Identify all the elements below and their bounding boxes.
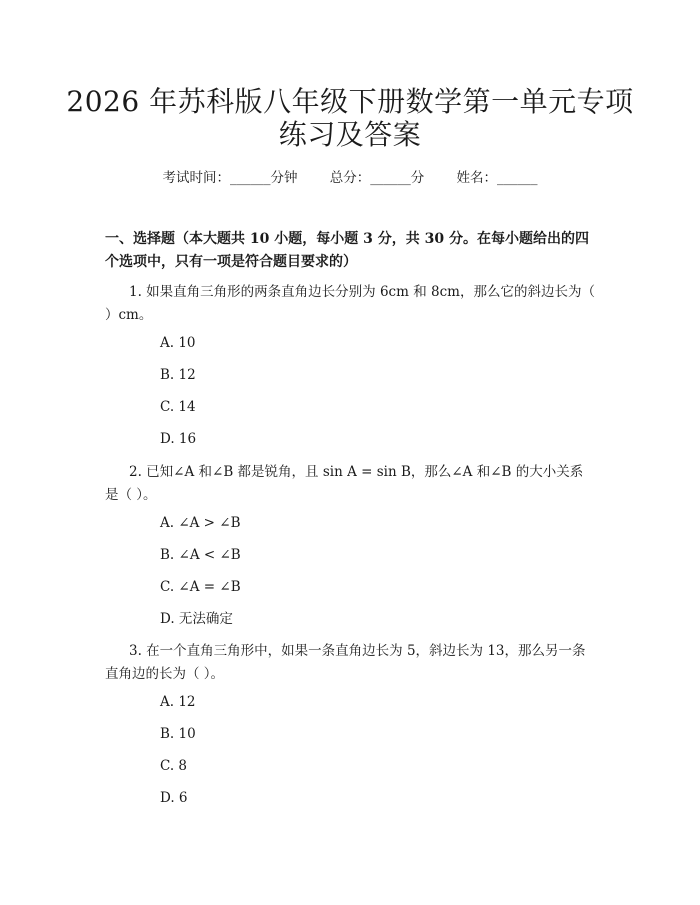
- exam-name: 姓名：______: [456, 170, 538, 186]
- question-3-stem: 3. 在一个直角三角形中，如果一条直角边长为 5，斜边长为 13，那么另一条直角边的长为（ ）。: [105, 643, 586, 682]
- question-1-option-a: A. 10: [160, 335, 196, 351]
- question-3-option-d: D. 6: [160, 790, 188, 806]
- section-heading: 一、选择题（本大题共 10 小题，每小题 3 分，共 30 分。在每小题给出的四个选项中，只有一项是符合题目要求的）: [105, 231, 589, 270]
- question-2-stem: 2. 已知∠A 和∠B 都是锐角，且 sin A = sin B，那么∠A 和∠B 的大小关系是（ ）。: [105, 464, 584, 503]
- question-2-option-b: B. ∠A < ∠B: [160, 547, 241, 563]
- exam-time: 考试时间：______分钟: [162, 170, 298, 186]
- question-2-option-d: D. 无法确定: [160, 611, 233, 627]
- question-3-option-c: C. 8: [160, 758, 188, 774]
- exam-score: 总分：______分: [329, 170, 425, 186]
- document-title-line2: 练习及答案: [278, 118, 422, 151]
- question-1-stem: 1. 如果直角三角形的两条直角边长分别为 6cm 和 8cm，那么它的斜边长为（ ）cm。: [105, 284, 595, 323]
- question-1-option-c: C. 14: [160, 399, 196, 415]
- question-1-option-d: D. 16: [160, 431, 197, 447]
- question-2-option-c: C. ∠A = ∠B: [160, 579, 241, 595]
- exam-meta: [0, 168, 700, 188]
- question-3-option-b: B. 10: [160, 726, 196, 742]
- question-1-option-b: B. 12: [160, 367, 196, 383]
- question-3-option-a: A. 12: [160, 694, 196, 710]
- question-2-option-a: A. ∠A > ∠B: [160, 515, 241, 531]
- document-title-line1: 2026 年苏科版八年级下册数学第一单元专项: [66, 85, 634, 118]
